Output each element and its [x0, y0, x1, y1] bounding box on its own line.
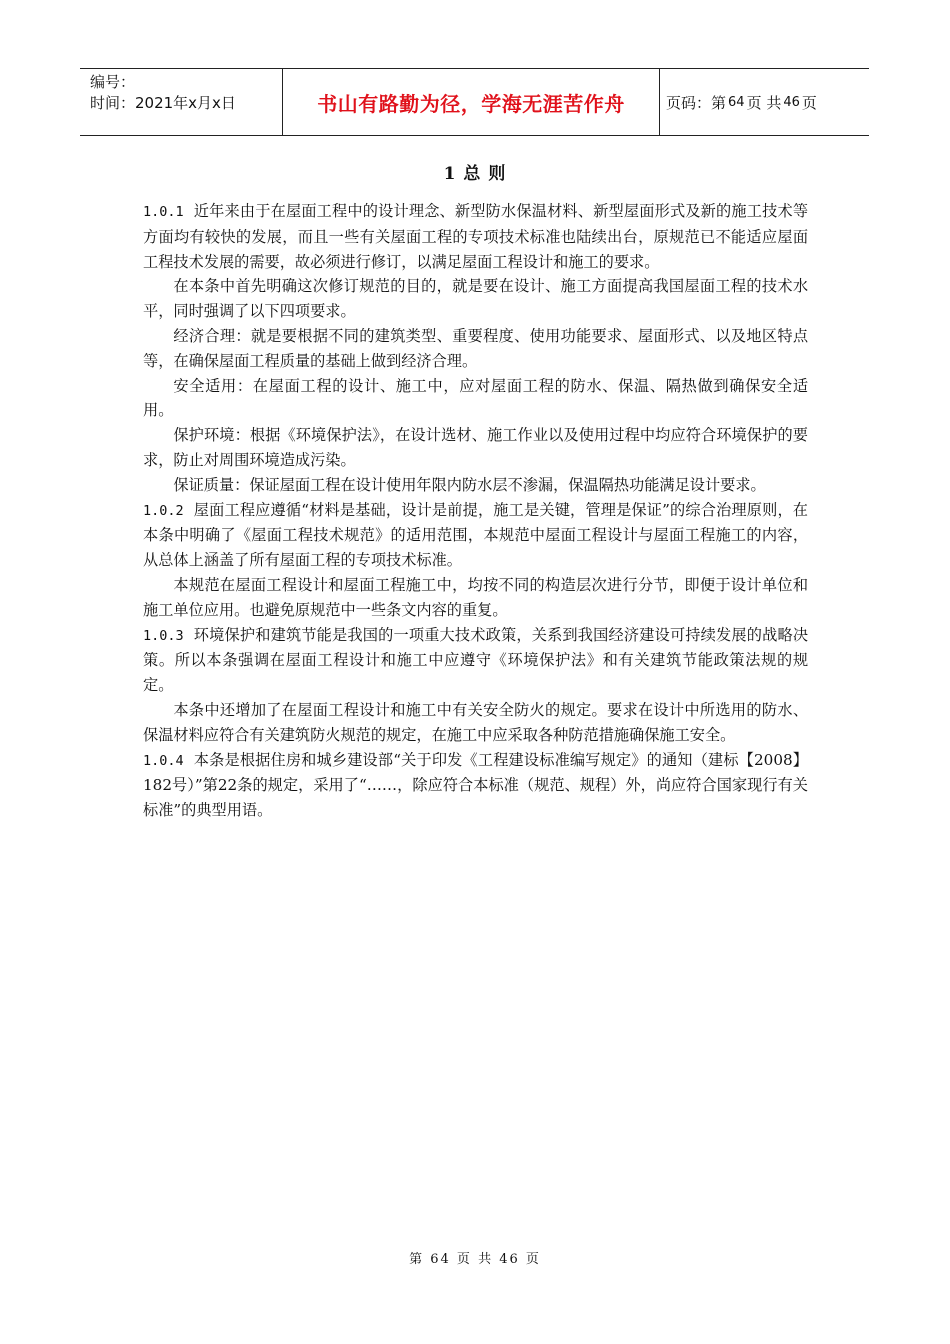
clause-number: 1.0.2 [143, 502, 184, 519]
paragraph: 本规范在屋面工程设计和屋面工程施工中，均按不同的构造层次进行分节，即便于设计单位和施工单位应用。也避免原规范中一些条文内容的重复。 [143, 575, 808, 619]
clause-1-0-1 [143, 199, 808, 274]
paragraph: 在本条中首先明确这次修订规范的目的，就是要在设计、施工方面提高我国屋面工程的技术水平，同时强调了以下四项要求。 [143, 277, 808, 321]
header-meta [80, 69, 282, 135]
clause-text: 近年来由于在屋面工程中的设计理念、新型防水保温材料、新型屋面形式及新的施工技术等方面均有较快的发展，而且一些有关屋面工程的专项技术标准也陆续出台，原规范已不能适应屋面工程技术发展的需要，故必须进行修订，以满足屋面工程设计和施工的要求。 [143, 202, 808, 271]
clause-1-0-3 [143, 623, 808, 698]
paragraph: 本条中还增加了在屋面工程设计和施工中有关安全防火的规定。要求在设计中所选用的防水、保温材料应符合有关建筑防火规范的规定，在施工中应采取各种防范措施确保施工安全。 [143, 700, 808, 744]
page-suffix: 页 [801, 93, 817, 112]
clause-number: 1.0.3 [143, 627, 184, 644]
serial-label: 编号： [90, 73, 136, 91]
clause-1-0-2 [143, 498, 808, 573]
paragraph: 经济合理：就是要根据不同的建筑类型、重要程度、使用功能要求、屋面形式、以及地区特点等，在确保屋面工程质量的基础上做到经济合理。 [143, 326, 808, 370]
paragraph: 保证质量：保证屋面工程在设计使用年限内防水层不渗漏，保温隔热功能满足设计要求。 [173, 475, 766, 494]
clause-number: 1.0.1 [143, 204, 184, 220]
header-page-info [660, 69, 869, 135]
paragraph: 安全适用：在屋面工程的设计、施工中，应对屋面工程的防水、保温、隔热做到确保安全适用。 [143, 376, 808, 420]
clause-1-0-4 [143, 748, 808, 823]
section-title: 1 总 则 [443, 164, 507, 184]
clause-text: 屋面工程应遵循“材料是基础，设计是前提，施工是关键，管理是保证”的综合治理原则，在本条中明确了《屋面工程技术规范》的适用范围，本规范中屋面工程设计与屋面工程施工的内容，从总体上涵盖了所有屋面工程的专项技术标准。 [143, 500, 808, 570]
date-label: 时间：2021年x月x日 [90, 94, 236, 112]
clause-text: 环境保护和建筑节能是我国的一项重大技术政策，关系到我国经济建设可持续发展的战略决策。所以本条强调在屋面工程设计和施工中应遵守《环境保护法》和有关建筑节能政策法规的规定。 [143, 625, 808, 695]
clause-text: 本条是根据住房和城乡建设部“关于印发《工程建设标准编写规定》的通知（建标【2008】182号）”第22条的规定，采用了“……，除应符合本标准（规范、规程）外，尚应符合国家现行有关标准”的典型用语。 [143, 750, 808, 820]
paragraph: 保护环境：根据《环境保护法》，在设计选材、施工作业以及使用过程中均应符合环境保护的要求，防止对周围环境造成污染。 [143, 426, 808, 469]
header-motto-cell [282, 69, 660, 135]
header-motto: 书山有路勤为径，学海无涯苦作舟 [317, 91, 625, 116]
clause-number: 1.0.4 [143, 752, 184, 769]
page-number: 64 [728, 94, 745, 110]
page-prefix: 页码：第 [666, 93, 727, 112]
document-body [143, 199, 808, 823]
page-mid: 页 共 [746, 93, 782, 112]
page-footer: 第 64 页 共 46 页 [409, 1252, 541, 1267]
page-total: 46 [783, 94, 800, 110]
page-header [80, 68, 869, 136]
